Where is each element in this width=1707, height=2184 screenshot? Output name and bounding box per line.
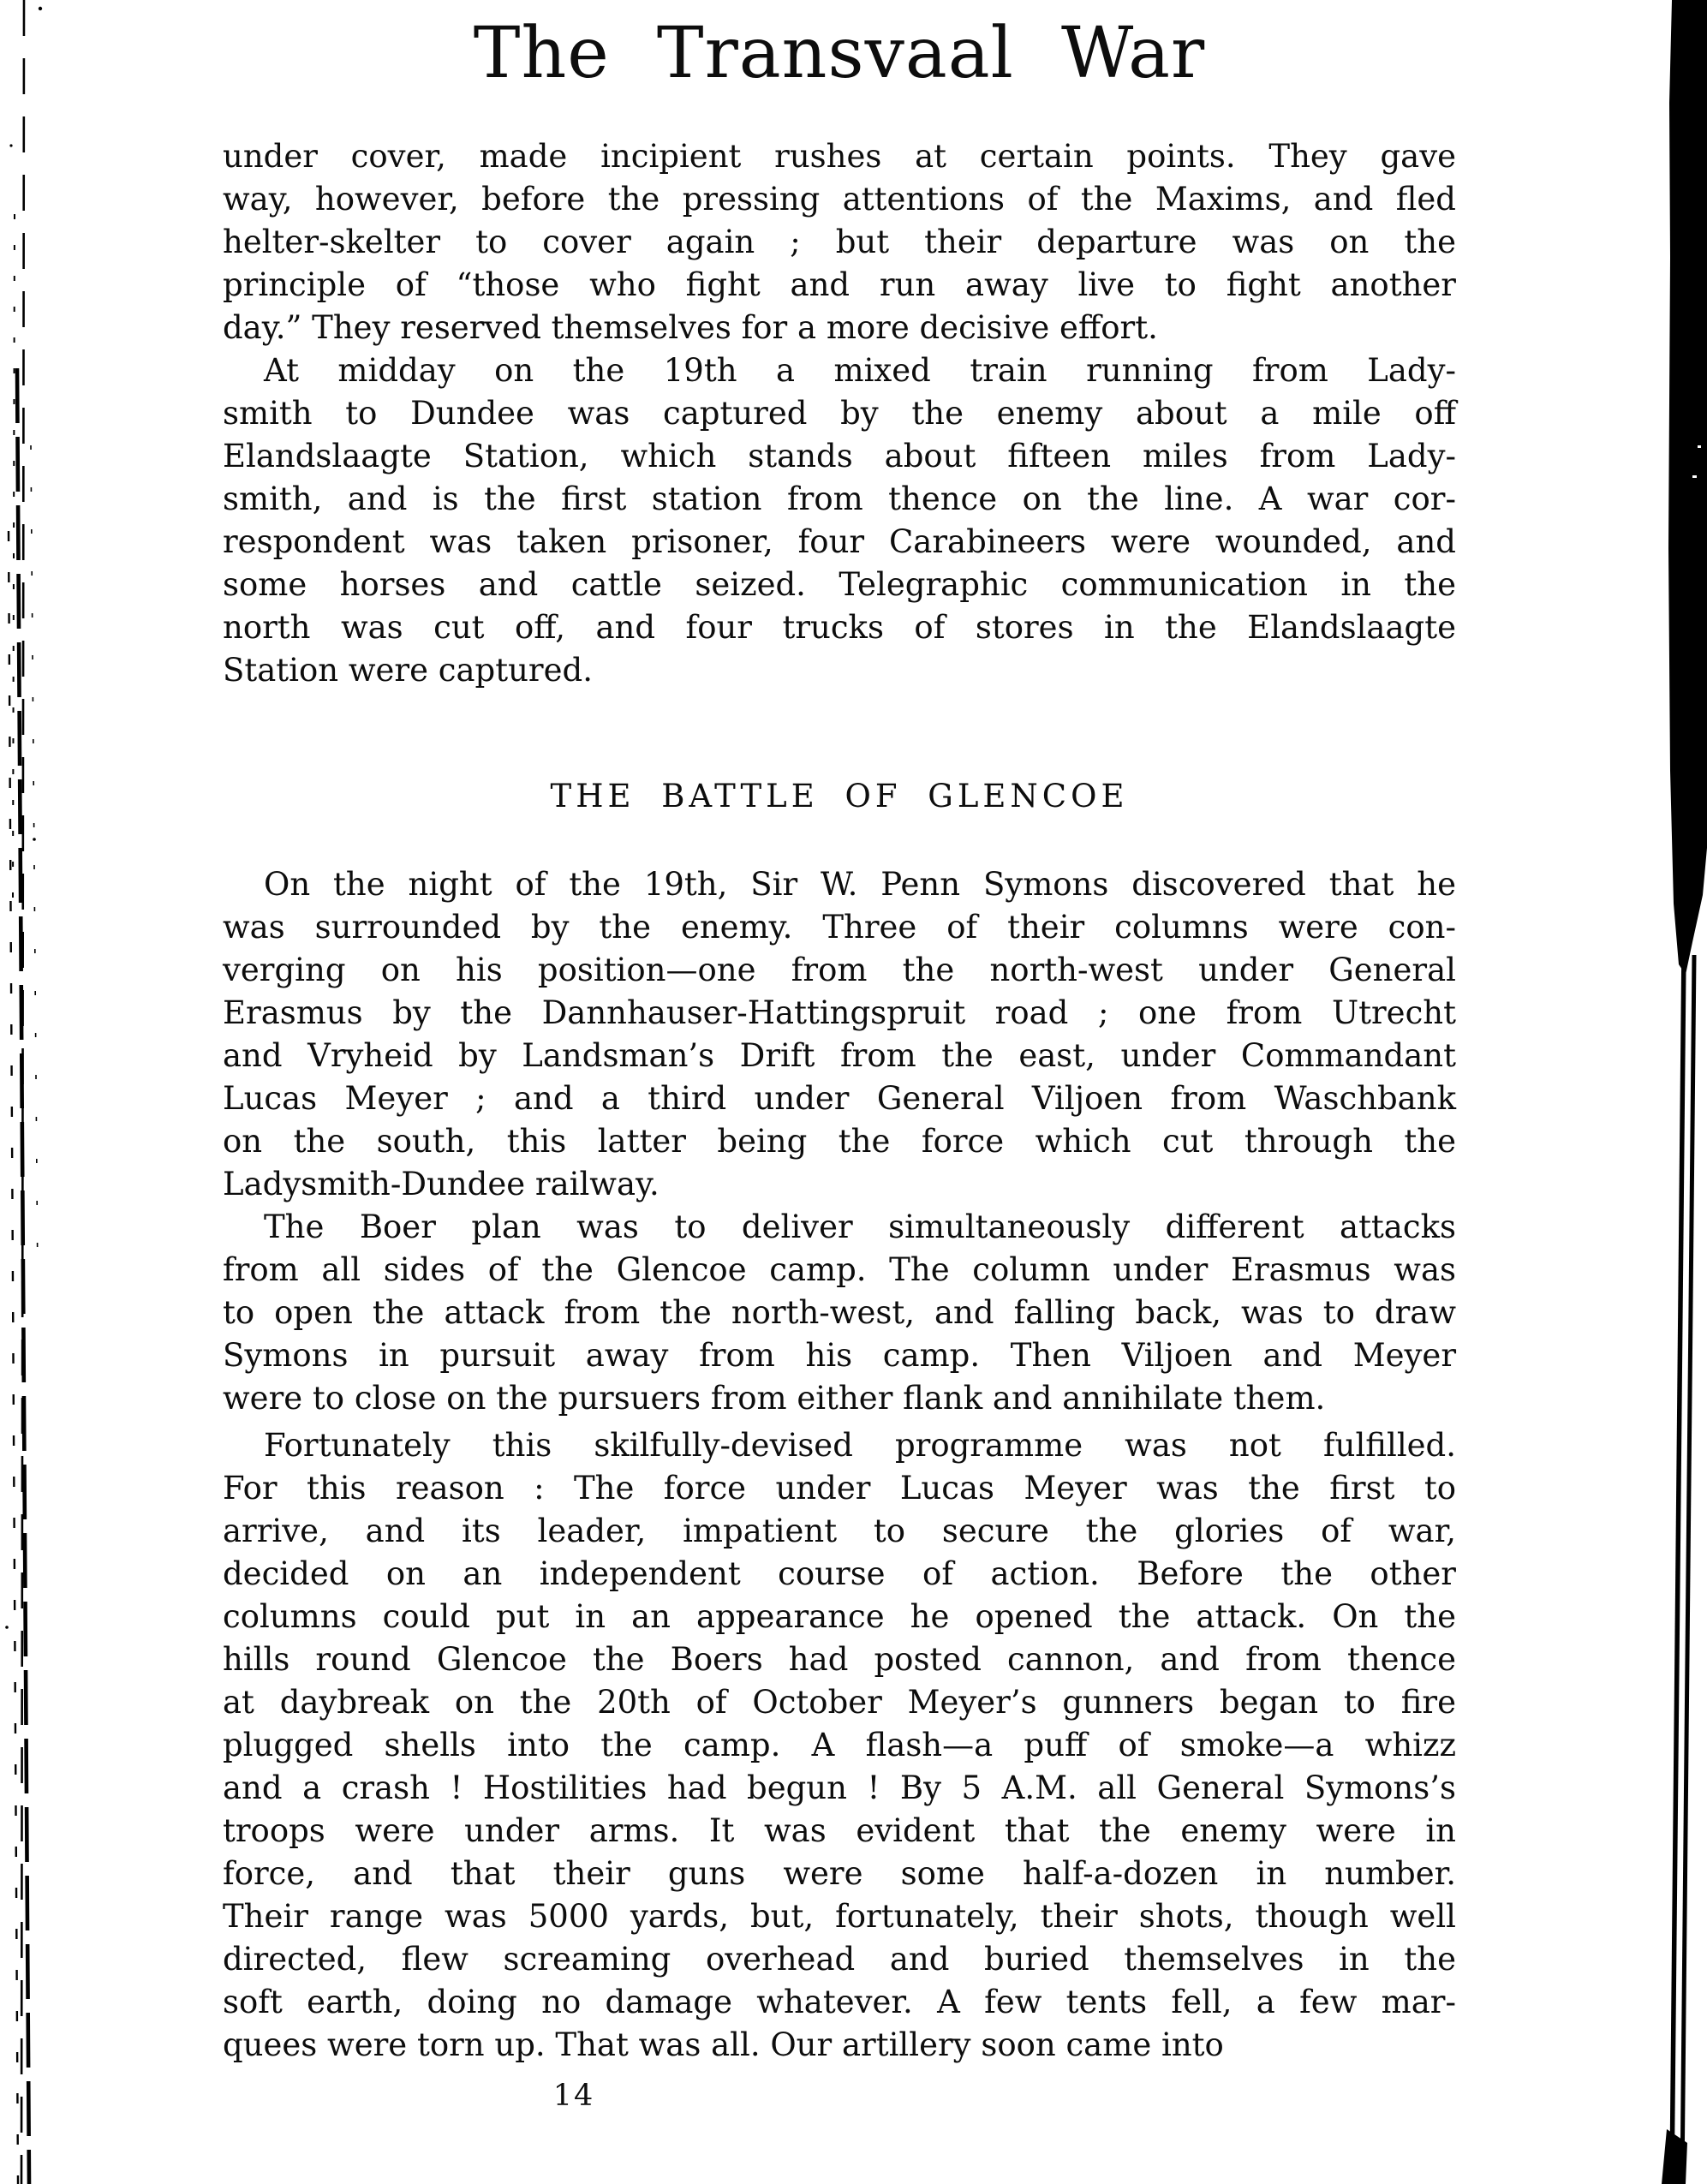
page-number: 14: [552, 2079, 595, 2113]
text-line: to open the attack from the north-west, and falling back, was to draw: [223, 1294, 1456, 1331]
paragraph: [223, 1424, 1456, 2067]
text-line: soft earth, doing no damage whatever. A few tents fell, a few mar-: [223, 1984, 1456, 2020]
text-line: Lucas Meyer ; and a third under General Viljoen from Waschbank: [223, 1080, 1456, 1117]
text-line: directed, flew screaming overhead and buried themselves in the: [223, 1941, 1456, 1978]
text-line: principle of “those who fight and run away live to fight another: [223, 266, 1456, 303]
text-line: quees were torn up. That was all. Our artillery soon came into: [223, 2026, 1224, 2063]
text-line: Ladysmith-Dundee railway.: [223, 1166, 660, 1202]
paragraph: [223, 349, 1456, 692]
paragraph: [223, 1206, 1456, 1420]
text-line: Elandslaagte Station, which stands about fifteen miles from Lady-: [223, 438, 1456, 474]
text-line: and a crash ! Hostilities had begun ! By 5 A.M. all General Symons’s: [223, 1769, 1456, 1806]
text-line: at daybreak on the 20th of October Meyer’s gunners began to fire: [223, 1684, 1456, 1721]
text-line: from all sides of the Glencoe camp. The column under Erasmus was: [223, 1251, 1456, 1288]
text-line: hills round Glencoe the Boers had posted cannon, and from thence: [223, 1641, 1456, 1678]
text-line: Their range was 5000 yards, but, fortunately, their shots, though well: [223, 1898, 1456, 1935]
text-line: smith, and is the first station from thence on the line. A war cor-: [223, 480, 1456, 517]
text-line: columns could put in an appearance he opened the attack. On the: [223, 1598, 1456, 1635]
text-line: some horses and cattle seized. Telegraphic communication in the: [223, 566, 1456, 603]
scan-edge-bar-icon: [1653, 0, 1707, 2184]
text-line: plugged shells into the camp. A flash—a puff of smoke—a whizz: [223, 1727, 1456, 1763]
text-line: arrive, and its leader, impatient to secure the glories of war,: [223, 1513, 1456, 1549]
text-line: Fortunately this skilfully-devised programme was not fulfilled.: [264, 1427, 1456, 1464]
paragraph: [223, 863, 1456, 1206]
page-title: The Transvaal War: [473, 13, 1206, 94]
text-line: On the night of the 19th, Sir W. Penn Symons discovered that he: [264, 866, 1456, 903]
text-line: Erasmus by the Dannhauser-Hattingspruit road ; one from Utrecht: [223, 994, 1456, 1031]
text-line: At midday on the 19th a mixed train running from Lady-: [264, 352, 1456, 389]
text-line: For this reason : The force under Lucas Meyer was the first to: [223, 1470, 1456, 1507]
text-line: respondent was taken prisoner, four Carabineers were wounded, and: [223, 523, 1456, 560]
paragraph: [223, 135, 1456, 349]
text-line: force, and that their guns were some half-a-dozen in number.: [223, 1855, 1456, 1892]
text-line: and Vryheid by Landsman’s Drift from the east, under Commandant: [223, 1037, 1456, 1074]
text-line: The Boer plan was to deliver simultaneously different attacks: [264, 1208, 1456, 1245]
text-line: were to close on the pursuers from either flank and annihilate them.: [223, 1380, 1326, 1417]
text-line: way, however, before the pressing attentions of the Maxims, and fled: [223, 181, 1456, 218]
text-line: verging on his position—one from the north-west under General: [223, 952, 1456, 988]
text-line: Symons in pursuit away from his camp. Then Viljoen and Meyer: [223, 1337, 1456, 1374]
text-line: troops were under arms. It was evident that the enemy were in: [223, 1812, 1456, 1849]
text-line: under cover, made incipient rushes at certain points. They gave: [223, 138, 1456, 175]
text-line: day.” They reserved themselves for a more decisive effort.: [223, 309, 1158, 346]
text-line: on the south, this latter being the force which cut through the: [223, 1123, 1456, 1160]
text-line: helter-skelter to cover again ; but their departure was on the: [223, 224, 1456, 260]
section-heading: THE BATTLE OF GLENCOE: [550, 778, 1129, 815]
text-line: decided on an independent course of action. Before the other: [223, 1555, 1456, 1592]
text-line: smith to Dundee was captured by the enemy about a mile off: [223, 395, 1456, 432]
text-line: was surrounded by the enemy. Three of their columns were con-: [223, 909, 1456, 946]
scan-binding-artifact-icon: [0, 0, 51, 2184]
text-line: north was cut off, and four trucks of stores in the Elandslaagte: [223, 609, 1456, 646]
text-line: Station were captured.: [223, 652, 593, 689]
